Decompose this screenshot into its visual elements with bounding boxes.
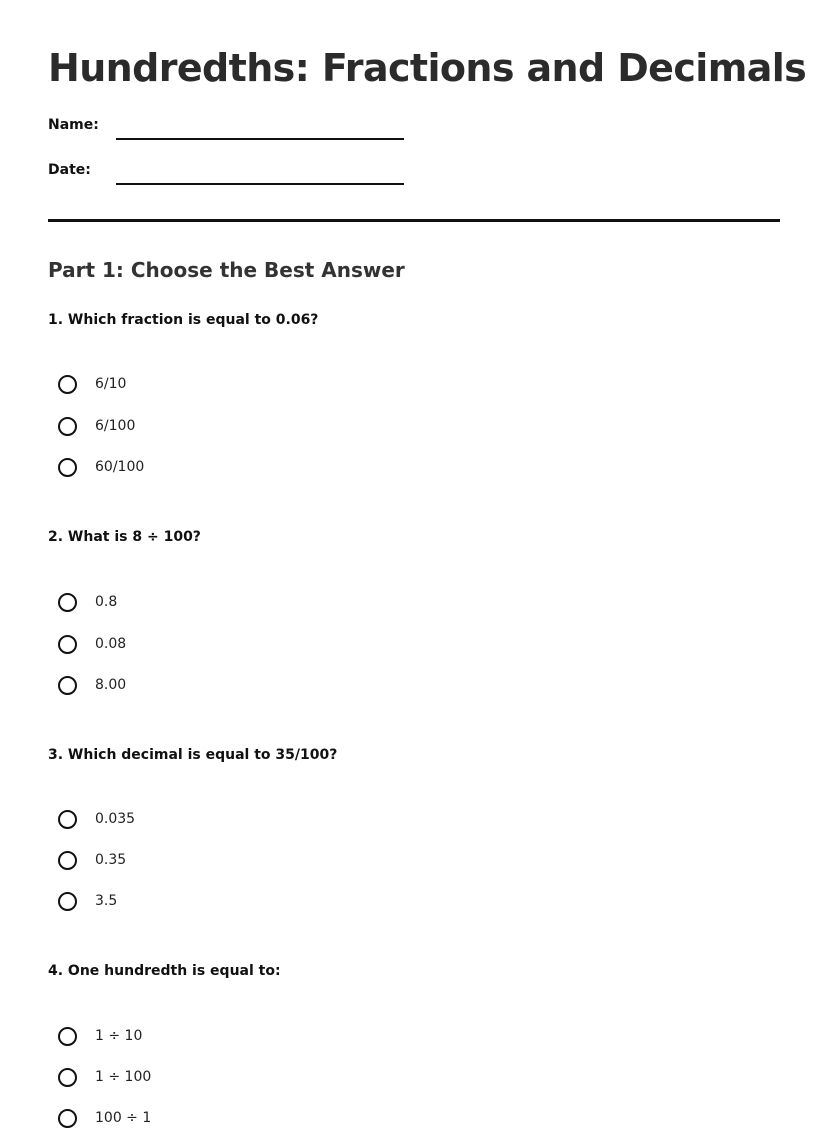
radio-button-icon[interactable] xyxy=(58,851,77,870)
radio-button-icon[interactable] xyxy=(58,892,77,911)
radio-button-icon[interactable] xyxy=(58,458,77,477)
radio-button-icon[interactable] xyxy=(58,1027,77,1046)
header-divider xyxy=(48,219,780,222)
name-field xyxy=(48,117,408,141)
option-label: 1 ÷ 100 xyxy=(95,1069,152,1085)
option-label: 0.8 xyxy=(95,594,118,610)
question-3-option-c[interactable] xyxy=(58,892,458,916)
question-2-option-c[interactable] xyxy=(58,676,458,700)
question-2-option-b[interactable] xyxy=(58,635,458,659)
question-4-text: 4. One hundredth is equal to: xyxy=(48,963,281,979)
question-3-option-a[interactable] xyxy=(58,810,458,834)
date-label: Date: xyxy=(48,162,91,178)
option-label: 100 ÷ 1 xyxy=(95,1110,152,1126)
worksheet-title: Hundredths: Fractions and Decimals xyxy=(48,46,807,90)
radio-button-icon[interactable] xyxy=(58,593,77,612)
radio-button-icon[interactable] xyxy=(58,375,77,394)
radio-button-icon[interactable] xyxy=(58,1109,77,1128)
radio-button-icon[interactable] xyxy=(58,417,77,436)
question-3-option-b[interactable] xyxy=(58,851,458,875)
option-label: 0.08 xyxy=(95,636,127,652)
radio-button-icon[interactable] xyxy=(58,635,77,654)
question-1-text: 1. Which fraction is equal to 0.06? xyxy=(48,312,319,328)
question-1-option-a[interactable] xyxy=(58,375,458,399)
radio-button-icon[interactable] xyxy=(58,810,77,829)
radio-button-icon[interactable] xyxy=(58,676,77,695)
name-label: Name: xyxy=(48,117,99,133)
question-1-option-c[interactable] xyxy=(58,458,458,482)
option-label: 1 ÷ 10 xyxy=(95,1028,143,1044)
date-input-line[interactable] xyxy=(116,183,404,185)
question-4-option-b[interactable] xyxy=(58,1068,458,1092)
radio-button-icon[interactable] xyxy=(58,1068,77,1087)
date-field xyxy=(48,162,408,186)
option-label: 6/100 xyxy=(95,418,136,434)
question-1-option-b[interactable] xyxy=(58,417,458,441)
option-label: 60/100 xyxy=(95,459,145,475)
question-4-option-a[interactable] xyxy=(58,1027,458,1051)
name-input-line[interactable] xyxy=(116,138,404,140)
question-3-text: 3. Which decimal is equal to 35/100? xyxy=(48,747,338,763)
question-2-text: 2. What is 8 ÷ 100? xyxy=(48,529,201,545)
option-label: 8.00 xyxy=(95,677,127,693)
option-label: 6/10 xyxy=(95,376,127,392)
question-4-option-c[interactable] xyxy=(58,1109,458,1133)
option-label: 3.5 xyxy=(95,893,118,909)
part1-heading: Part 1: Choose the Best Answer xyxy=(48,258,405,282)
question-2-option-a[interactable] xyxy=(58,593,458,617)
option-label: 0.35 xyxy=(95,852,127,868)
option-label: 0.035 xyxy=(95,811,136,827)
